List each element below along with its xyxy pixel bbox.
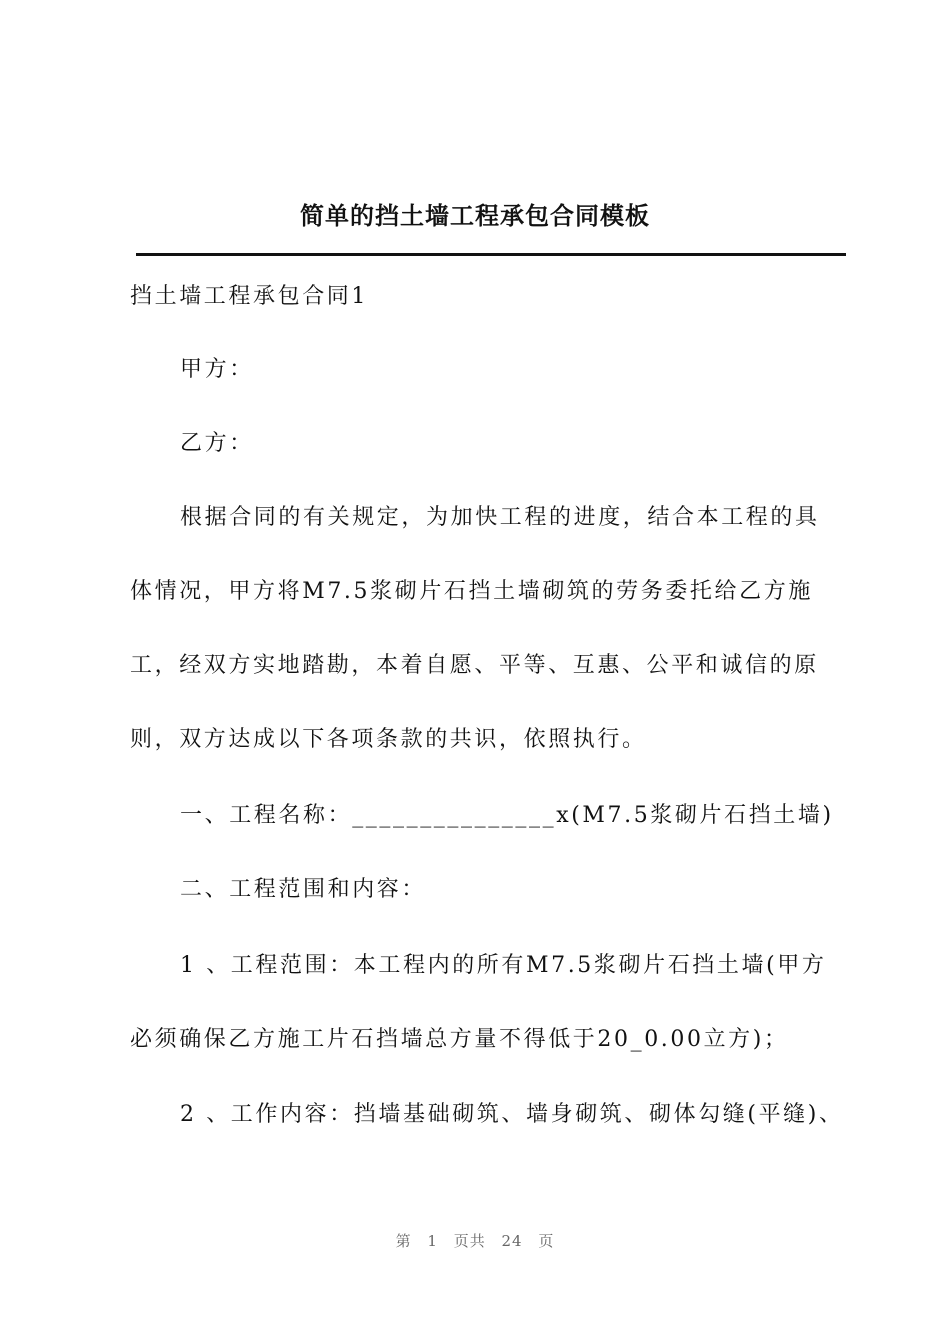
scope-line: 1 、工程范围：本工程内的所有M7.5浆砌片石挡土墙(甲方	[180, 953, 827, 978]
page-footer: 第 1 页共 24 页	[395, 1232, 555, 1250]
body-line: 体情况，甲方将M7.5浆砌片石挡土墙砌筑的劳务委托给乙方施	[130, 579, 813, 604]
scope-line: 必须确保乙方施工片石挡墙总方量不得低于20_0.00立方)；	[130, 1027, 789, 1052]
document-title: 简单的挡土墙工程承包合同模板	[300, 202, 650, 230]
party-b-line: 乙方：	[180, 431, 254, 456]
party-a-line: 甲方：	[180, 357, 254, 382]
work-content-line: 2 、工作内容：挡墙基础砌筑、墙身砌筑、砌体勾缝(平缝)、	[180, 1102, 844, 1127]
body-line: 工，经双方实地踏勘，本着自愿、平等、互惠、公平和诚信的原	[130, 653, 819, 678]
project-name-line: 一、工程名称：_______________x(M7.5浆砌片石挡土墙)	[180, 803, 834, 828]
contract-heading: 挡土墙工程承包合同1	[130, 284, 368, 309]
scope-heading-line: 二、工程范围和内容：	[180, 877, 427, 902]
body-line: 根据合同的有关规定，为加快工程的进度，结合本工程的具	[180, 505, 820, 530]
body-line: 则，双方达成以下各项条款的共识，依照执行。	[130, 727, 647, 752]
title-rule	[136, 253, 846, 256]
